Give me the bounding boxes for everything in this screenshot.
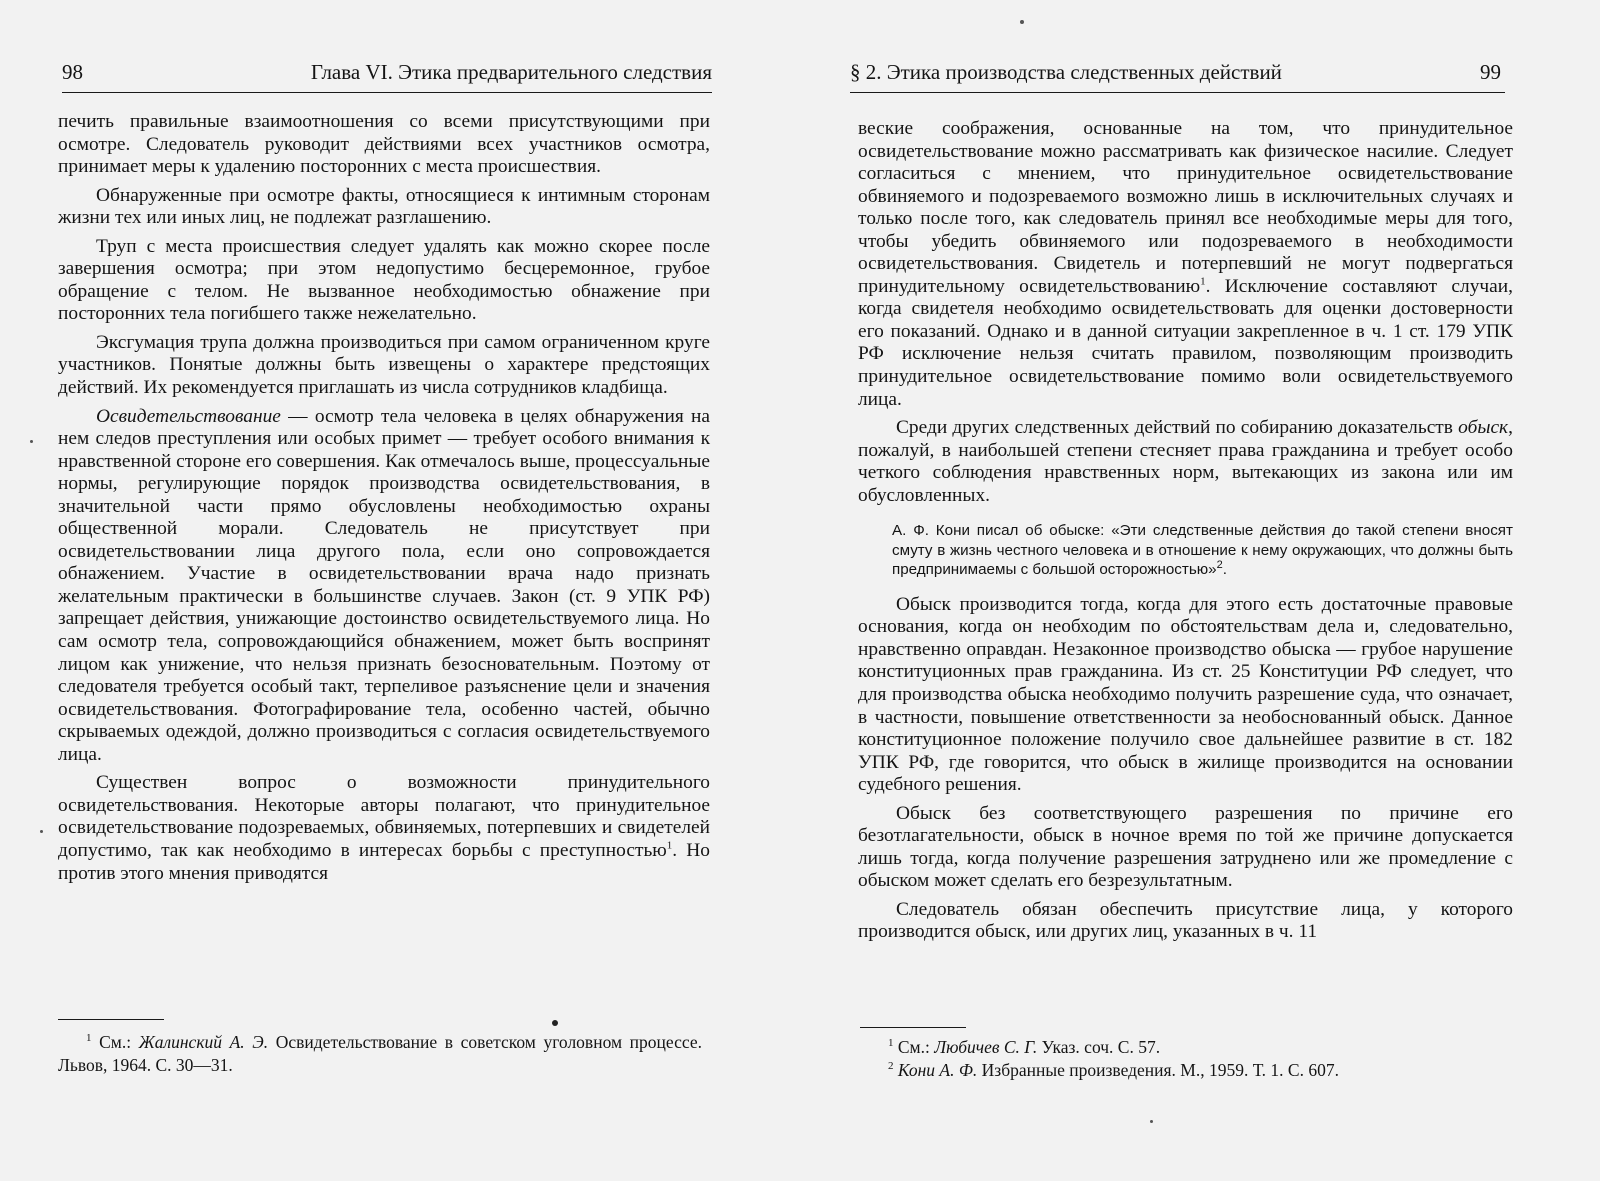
page-number: 99	[1480, 60, 1501, 84]
running-title: Глава VI. Этика предварительного следствия	[310, 60, 712, 84]
footnote	[860, 1059, 1510, 1082]
paragraph: Обыск производится тогда, когда для этого есть достаточные правовые основания, когда он необходим по обстоятельствам дела и, следовательно, нравственно оправдан. Незаконное производство обыска — грубое нарушение конституционных прав гражданина. Из ст. 25 Конституции РФ следует, что для производства обыска необходимо получить разрешение суда, что означает, в частности, повышение ответственности за необоснованный обыск. Данное конституционное положение получило свое дальнейшее развитие в ст. 182 УПК РФ, где говорится, что обыск в жилище производится на основании судебного решения.	[858, 593, 1513, 796]
footnote-ref: 1	[666, 839, 673, 852]
footnote-text: Указ. соч. С. 57.	[1037, 1037, 1161, 1057]
footnote	[860, 1036, 1510, 1059]
footnote-mark: 1	[86, 1032, 92, 1045]
footnote-rule	[58, 1019, 164, 1020]
paragraph-text: Среди других следственных действий по собиранию доказательств	[896, 417, 1459, 439]
footnotes	[58, 1031, 702, 1077]
footnote-prefix: См.:	[91, 1032, 139, 1052]
footnote-text: Избранные произведения. М., 1959. Т. 1. С. 607.	[977, 1060, 1339, 1080]
scan-speck	[552, 1020, 558, 1026]
term-obysk: обыск	[1458, 417, 1509, 439]
right-page-body	[858, 118, 1513, 950]
paragraph-text: веские соображения, основанные на том, что принудительное освидетельствование можно рассматривать как физическое насилие. Следует согласиться с мнением, что принудительное освидетельствование обвиняемого и подозреваемого возможно лишь в исключительных случаях и только после того, как следователь принял все необходимые меры для того, чтобы убедить обвиняемого или подозреваемого в необходимости освидетельствования. Свидетель и потерпевший не могут подвергаться принудительному освидетельствованию	[858, 118, 1513, 297]
paragraph: Обыск без соответствующего разрешения по причине его безотлагательности, обыск в ночное время по той же причине допускается лишь тогда, когда получение разрешения затруднено или же промедление с обыском может сделать его безрезультатным.	[858, 802, 1513, 892]
paragraph	[858, 118, 1513, 411]
footnote-author: Любичев С. Г.	[934, 1037, 1038, 1057]
left-page-header	[62, 58, 712, 93]
paragraph: Труп с места происшествия следует удалять как можно скорее после завершения осмотра; при этом недопустимо бесцеремонное, грубое обращение с телом. Не вызванное необходимостью обнажение при посторонних тела погибшего также нежелательно.	[58, 235, 710, 325]
paragraph	[58, 406, 710, 767]
footnotes	[860, 1036, 1510, 1082]
quote-text: А. Ф. Кони писал об обыске: «Эти следственные действия до такой степени вносят смуту в жизнь честного человека и в отношение к нему окружающих, что должны быть предпринимаемы с большой осторожностью»	[892, 522, 1513, 579]
paragraph: Обнаруженные при осмотре факты, относящиеся к интимным сторонам жизни тех или иных лиц, не подлежат разглашению.	[58, 184, 710, 229]
scan-speck	[1020, 20, 1024, 24]
quote-tail: .	[1222, 561, 1227, 579]
left-page	[0, 0, 780, 1181]
footnote-prefix: См.:	[893, 1037, 935, 1057]
footnote-author: Кони А. Ф.	[897, 1060, 978, 1080]
footnote-mark: 2	[888, 1060, 894, 1073]
footnote	[58, 1031, 702, 1077]
footnote-author: Жалинский А. Э.	[138, 1032, 269, 1052]
left-page-body	[58, 111, 710, 891]
page-number: 98	[62, 60, 83, 84]
quote-block	[858, 521, 1513, 580]
paragraph-text: Существен вопрос о возможности принудительного освидетельствования. Некоторые авторы полагают, что принудительное освидетельствование подозреваемых, обвиняемых, потерпевших и свидетелей допустимо, так как необходимо в интересах борьбы с преступностью	[58, 772, 710, 861]
scan-speck	[40, 830, 43, 833]
running-title: § 2. Этика производства следственных действий	[850, 60, 1282, 84]
scan-speck	[30, 440, 33, 443]
scan-speck	[1150, 1120, 1153, 1123]
footnote-mark: 1	[888, 1037, 894, 1050]
right-page	[820, 0, 1600, 1181]
paragraph: печить правильные взаимоотношения со всеми присутствующими при осмотре. Следователь руководит действиями всех участников осмотра, принимает меры к удалению посторонних с места происшествия.	[58, 111, 710, 178]
paragraph-text: , пожалуй, в наибольшей степени стесняет права гражданина и требует особо четкого соблюдения нравственных норм, вытекающих из закона или им обусловленных.	[858, 417, 1513, 506]
footnote-rule	[860, 1027, 966, 1028]
paragraph	[58, 772, 710, 885]
paragraph-text: . Но против этого мнения приводятся	[58, 839, 710, 884]
paragraph	[858, 417, 1513, 507]
right-page-header	[850, 58, 1505, 93]
footnote-ref: 1	[1200, 275, 1206, 288]
term-osvidetelstvovanie: Освидетельствование	[96, 405, 281, 427]
paragraph-text: — осмотр тела человека в целях обнаружения на нем следов преступления или особых примет — требует особого внимания к нравственной стороне его совершения. Как отмечалось выше, процессуальные нормы, регулирующие порядок производства освидетельствования, в значительной части прямо обусловлены необходимостью охраны общественной морали. Следователь не присутствует при освидетельствовании лица другого пола, если оно сопровождается обнажением. Участие в освидетельствовании врача надо признать желательным практически в большинстве случаев. Закон (ст. 9 УПК РФ) запрещает действия, унижающие достоинство освидетельствуемого лица. Но сам осмотр тела, сопровождающийся обнажением, может быть воспринят лицом как унижение, что нельзя признать безосновательным. Поэтому от следователя требуется особый такт, терпеливое разъяснение цели и значения освидетельствования. Фотографирование тела, особенно частей, обычно скрываемых одеждой, должно производиться с согласия освидетельствуемого лица.	[58, 405, 710, 765]
footnote-ref: 2	[1216, 559, 1223, 572]
footnote-text: Освидетельствование в советском уголовном процессе. Львов, 1964. С. 30—31.	[58, 1032, 702, 1075]
paragraph: Следователь обязан обеспечить присутствие лица, у которого производится обыск, или других лиц, указанных в ч. 11	[858, 898, 1513, 943]
paragraph: Эксгумация трупа должна производиться при самом ограниченном круге участников. Понятые должны быть извещены о характере предстоящих действий. Их рекомендуется приглашать из числа сотрудников кладбища.	[58, 331, 710, 399]
paragraph-text: . Исключение составляют случаи, когда свидетеля необходимо освидетельствовать для оценки достоверности его показаний. Однако и в данной ситуации закрепленное в ч. 1 ст. 179 УПК РФ исключение нельзя считать правилом, позволяющим производить принудительное освидетельствование помимо воли освидетельствуемого лица.	[858, 275, 1513, 410]
